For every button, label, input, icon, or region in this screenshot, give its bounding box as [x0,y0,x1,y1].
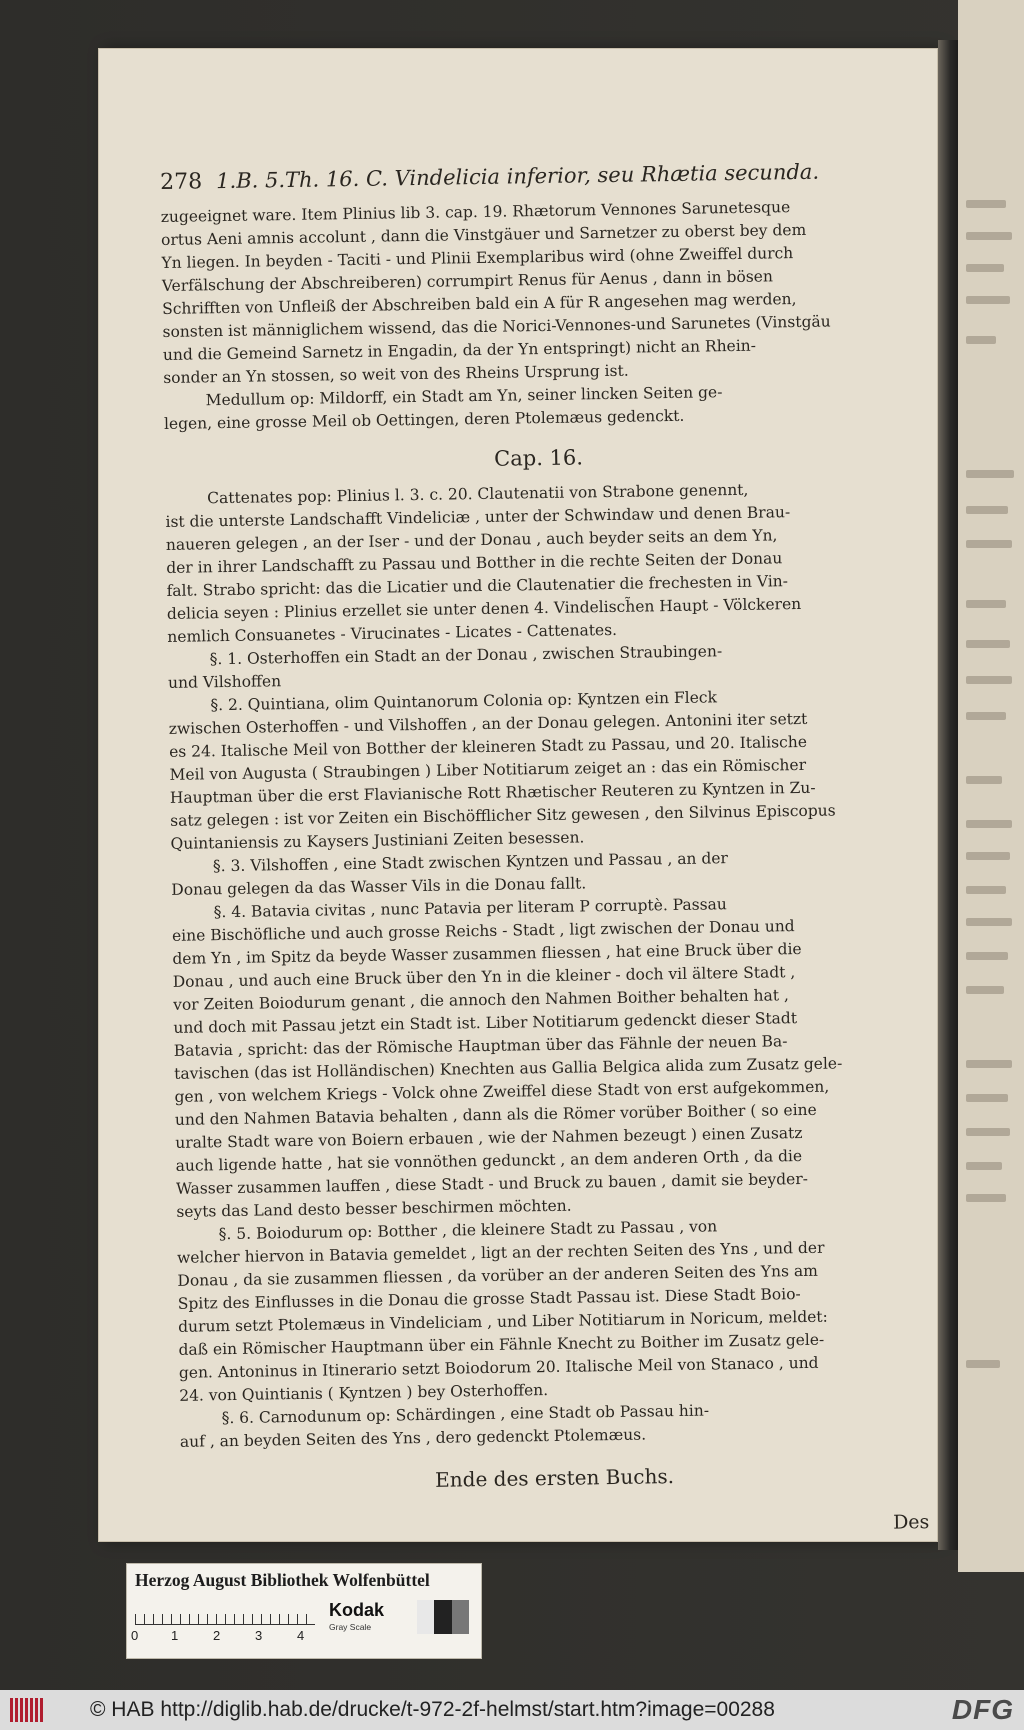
gray-scale-patch [417,1600,469,1634]
book-gutter [938,40,958,1550]
library-color-target-card [126,1563,482,1659]
adjacent-text-line [966,1162,1002,1170]
text-line: Donau , und auch eine Bruck über den Yn in die kleiner - doch vil ältere Stadt , [172,963,796,991]
text-line: tavischen (das ist Holländischen) Knechten aus Gallia Belgica alida zum Zusatz gele- [174,1054,843,1083]
adjacent-text-line [966,540,1012,548]
ruler-number: 3 [255,1628,263,1643]
citation-link[interactable]: © HAB http://diglib.hab.de/drucke/t-972-2f-helmst/start.htm?image=00288 [90,1698,775,1721]
adjacent-text-line [966,296,1010,304]
adjacent-text-line [966,264,1004,272]
text-line: durum setzt Ptolemæus in Vindeliciam , und Liber Notitiarum in Noricum, meldet: [178,1307,828,1336]
text-line: uralte Stadt ware von Boiern erbauen , wie der Nahmen bezeugt ) einen Zusatz [175,1124,803,1152]
text-line: zugeeignet ware. Item Plinius lib 3. cap. 19. Rhætorum Vennones Sarunetesque [160,198,791,226]
text-line: §. 6. Carnodunum op: Schärdingen , eine Stadt ob Passau hin- [221,1401,710,1428]
adjacent-text-line [966,820,1012,828]
text-line: eine Bischöfliche und auch grosse Reichs - Stadt , ligt zwischen der Donau und [171,917,795,945]
adjacent-text-line [966,506,1008,514]
adjacent-text-line [966,640,1010,648]
adjacent-text-line [966,1360,1000,1368]
footer-bar [0,1690,1024,1730]
text-line: §. 5. Boiodurum op: Botther , die kleinere Stadt zu Passau , von [218,1217,718,1244]
text-line: auch ligende hatte , hat sie vonnöthen gedunckt , an dem anderen Orth , da die [175,1147,803,1175]
text-line: §. 3. Vilshoffen , eine Stadt zwischen Kyntzen und Passau , an der [212,849,729,876]
text-line: satz gelegen : ist vor Zeiten ein Bischöfflicher Sitz gewesen , den Silvinus Episcopus [170,801,836,830]
text-line: ist die unterste Landschafft Vindeliciæ , unter der Schwindaw und denen Brau- [165,503,791,531]
text-line: Schrifften von Unfleiß der Abschreiben bald ein A für R angesehen mag werden, [162,290,797,318]
page-text-block [160,158,930,1552]
paragraph-continued [161,194,913,436]
kodak-subtitle: Gray Scale [329,1622,372,1632]
text-line: seyts das Land desto besser beschirmen möchten. [176,1196,572,1221]
text-line: Meil von Augusta ( Straubingen ) Liber Notitiarum zeiget an : das ein Römischer [169,755,807,784]
adjacent-text-line [966,776,1002,784]
text-line: welcher hiervon in Batavia gemeldet , ligt an der rechten Seiten des Yns , und der [176,1238,825,1267]
text-line: gen , von welchem Kriegs - Volck ohne Zweiffel diese Stadt von erst aufgekommen, [174,1077,830,1106]
adjacent-text-line [966,886,1006,894]
adjacent-text-line [966,200,1006,208]
ruler-numbers [131,1628,331,1648]
text-line: ortus Aeni amnis accolunt , dann die Vinstgäuer und Sarnetzer zu oberst bey dem [160,220,807,249]
adjacent-text-line [966,952,1008,960]
text-line: 24. von Quintianis ( Kyntzen ) bey Osterhoffen. [179,1381,549,1405]
text-line: Yn liegen. In beyden - Taciti - und Plinii Exemplaribus wird (ohne Zweiffel durch [161,244,794,272]
adjacent-page-edge [958,0,1024,1572]
adjacent-text-line [966,600,1006,608]
library-name: Herzog August Bibliothek Wolfenbüttel [135,1570,430,1590]
chapter-heading: Cap. 16. [493,445,584,471]
ruler-number: 2 [213,1628,221,1643]
page-number: 278 [160,169,203,195]
text-line: es 24. Italische Meil von Botther der kleineren Stadt zu Passau, und 20. Italische [169,732,808,761]
text-line: falt. Strabo spricht: das die Licatier und die Clautenatier die frechesten in Vin- [166,572,789,600]
hab-logo-icon [10,1695,50,1725]
text-line: Donau , da sie zusammen fliessen , da vorüber an der anderen Seiten des Yns am [177,1261,818,1290]
text-line: §. 2. Quintiana, olim Quintanorum Colonia op: Kyntzen ein Fleck [210,688,718,715]
adjacent-text-line [966,1060,1012,1068]
text-line: Cattenates pop: Plinius l. 3. c. 20. Clautenatii von Strabone genennt, [207,480,749,508]
text-line: §. 4. Batavia civitas , nunc Patavia per literam P corruptè. Passau [213,895,727,922]
text-line: Hauptman über die erst Flavianische Rott Rhætischer Reuteren zu Kyntzen in Zu- [169,778,816,807]
text-line: zwischen Osterhoffen - und Vilshoffen , an der Donau gelegen. Antonini iter setzt [168,709,808,738]
adjacent-text-line [966,986,1004,994]
adjacent-text-line [966,712,1006,720]
text-line: auf , an beyden Seiten des Yns , dero gedenckt Ptolemæus. [179,1425,647,1451]
ruler-number: 1 [171,1628,179,1643]
adjacent-text-line [966,676,1012,684]
text-line: dem Yn , im Spitz da beyde Wasser zusammen fliessen , hat eine Bruck über die [172,940,802,968]
text-line: Donau gelegen da das Wasser Vils in die Donau fallt. [171,874,587,899]
text-line: sonder an Yn stossen, so weit von des Rheins Ursprung ist. [163,361,629,387]
dfg-logo: DFG [951,1694,1014,1725]
text-line: delicia seyen : Plinius erzellet sie unter denen 4. Vindelisch̃en Haupt - Völckeren [166,594,802,623]
kodak-brand: Kodak [329,1600,385,1620]
text-line: Spitz des Einflusses in die Donau die grosse Stadt Passau ist. Diese Stadt Boio- [177,1285,801,1313]
text-line: Quintaniensis zu Kaysers Justiniani Zeiten besessen. [170,828,585,853]
adjacent-text-line [966,918,1012,926]
text-line: Wasser zusammen lauffen , diese Stadt - und Bruck zu bauen , damit sie beyder- [175,1169,809,1198]
catchword: Des [892,1511,930,1534]
text-line: legen, eine grosse Meil ob Oettingen, deren Ptolemæus gedenckt. [163,406,685,433]
text-line: und Vilshoffen [167,672,282,692]
text-line: Verfälschung der Abschreiberen) corrumpirt Renus für Aenus , dann in bösen [161,267,774,295]
text-line: nemlich Consuanetes - Virucinates - Licates - Cattenates. [167,620,618,646]
adjacent-text-line [966,470,1014,478]
text-line: §. 1. Osterhoffen ein Stadt an der Donau , zwischen Straubingen- [209,642,723,669]
text-line: und den Nahmen Batavia behalten , dann als die Römer vorüber Boither ( so eine [174,1100,817,1129]
end-of-book-line: Ende des ersten Buchs. [435,1464,675,1492]
text-line: und die Gemeind Sarnetz in Engadin, da der Yn entspringt) nicht an Rhein- [162,336,757,364]
adjacent-text-line [966,852,1010,860]
text-line: Medullum op: Mildorff, ein Stadt am Yn, seiner lincken Seiten ge- [205,383,723,410]
text-line: sonsten ist männiglichem wissend, das die Norici-Vennones-und Sarunetes (Vinstgäu [162,312,831,341]
running-head-title: 1.B. 5.Th. 16. C. Vindelicia inferior, seu Rhætia secunda. [215,159,820,194]
text-line: daß ein Römischer Hauptmann über ein Fähnle Knecht zu Boither im Zusatz gele- [178,1330,825,1359]
chapter-body [165,476,928,1454]
text-line: naueren gelegen , an der Iser - und der Donau , auch beyder seits an dem Yn, [165,526,778,554]
text-line: der in ihrer Landschafft zu Passau und Botther in die rechte Seiten der Donau [166,549,783,577]
adjacent-text-line [966,1194,1006,1202]
adjacent-text-line [966,232,1012,240]
text-line: vor Zeiten Boiodurum genant , die annoch den Nahmen Boither behalten hat , [172,986,790,1014]
ruler-number: 0 [131,1628,139,1643]
adjacent-text-line [966,1128,1010,1136]
adjacent-text-line [966,336,996,344]
ruler-number: 4 [297,1628,305,1643]
text-line: Batavia , spricht: das der Römische Hauptman über das Fähnle der neuen Ba- [173,1032,788,1060]
text-line: gen. Antoninus in Itinerario setzt Boiodorum 20. Italische Meil von Stanaco , und [178,1353,819,1382]
adjacent-text-line [966,1094,1008,1102]
scale-ruler [135,1602,315,1625]
text-line: und doch mit Passau jetzt ein Stadt ist. Liber Notitiarum gedenckt dieser Stadt [173,1009,798,1037]
